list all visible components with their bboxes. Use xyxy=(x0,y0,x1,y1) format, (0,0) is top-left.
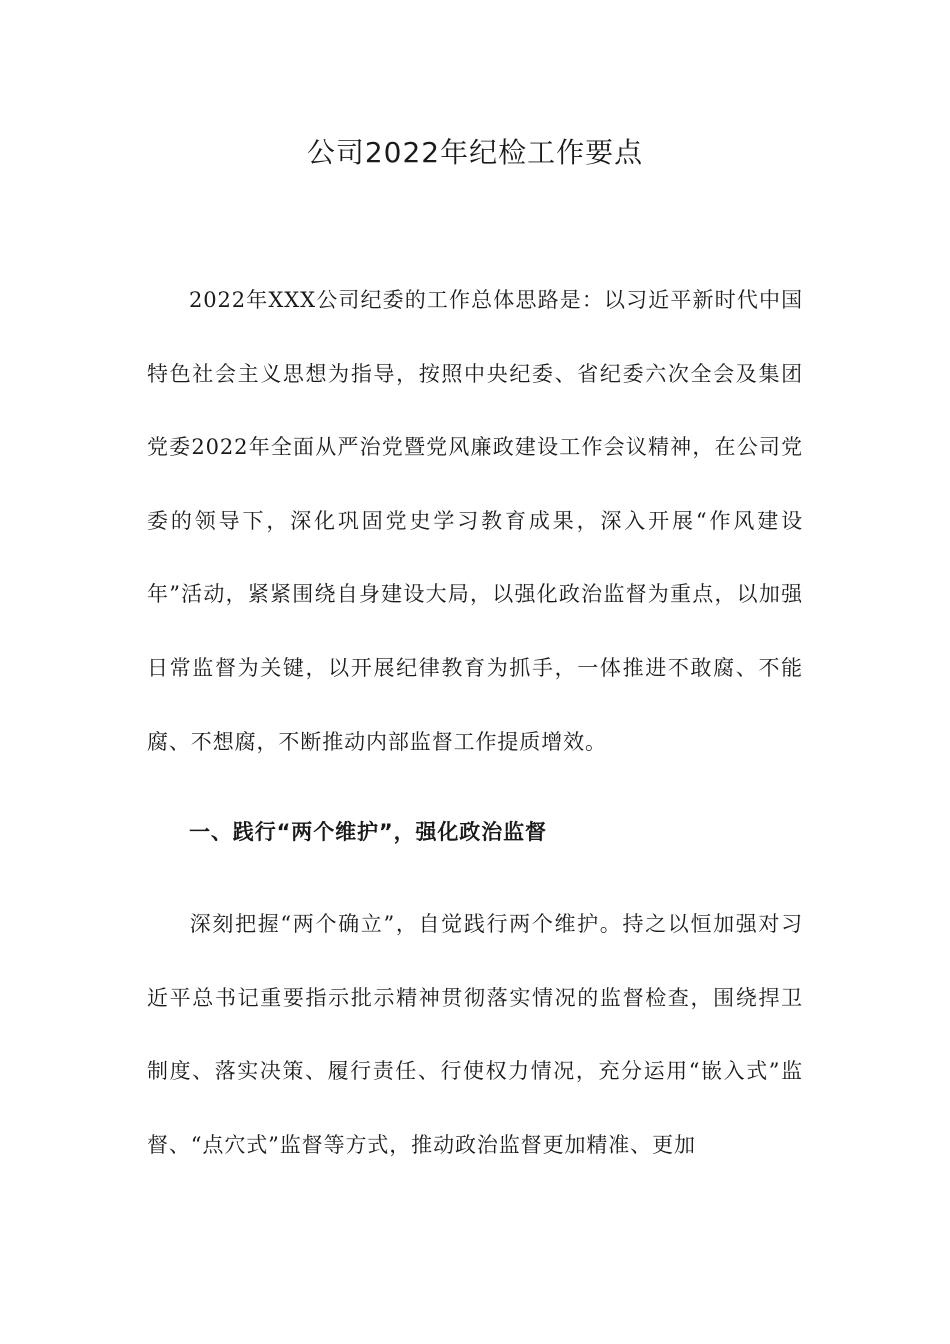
section-1-paragraph-text: 深刻把握“两个确立”，自觉践行两个维护。持之以恒加强对习近平总书记重要指示批示精神贯彻落实情况的监督检查，围绕捍卫制度、落实决策、履行责任、行使权力情况，充分运用“嵌入式”监督、“点穴式”监督等方式，推动政治监督更加精准、更加 xyxy=(147,912,803,1157)
intro-paragraph-text: 2022年XXX公司纪委的工作总体思路是：以习近平新时代中国特色社会主义思想为指导，按照中央纪委、省纪委六次全会及集团党委2022年全面从严治党暨党风廉政建设工作会议精神，在公司党委的领导下，深化巩固党史学习教育成果，深入开展“作风建设年”活动，紧紧围绕自身建设大局，以强化政治监督为重点，以加强日常监督为关键，以开展纪律教育为抓手，一体推进不敢腐、不能腐、不想腐，不断推动内部监督工作提质增效。 xyxy=(147,288,803,754)
intro-paragraph xyxy=(147,264,803,779)
document-title: 公司2022年纪检工作要点 xyxy=(306,136,644,169)
section-1-paragraph xyxy=(147,888,803,1182)
section-heading-1: 一、践行“两个维护”，强化政治监督 xyxy=(189,820,547,844)
